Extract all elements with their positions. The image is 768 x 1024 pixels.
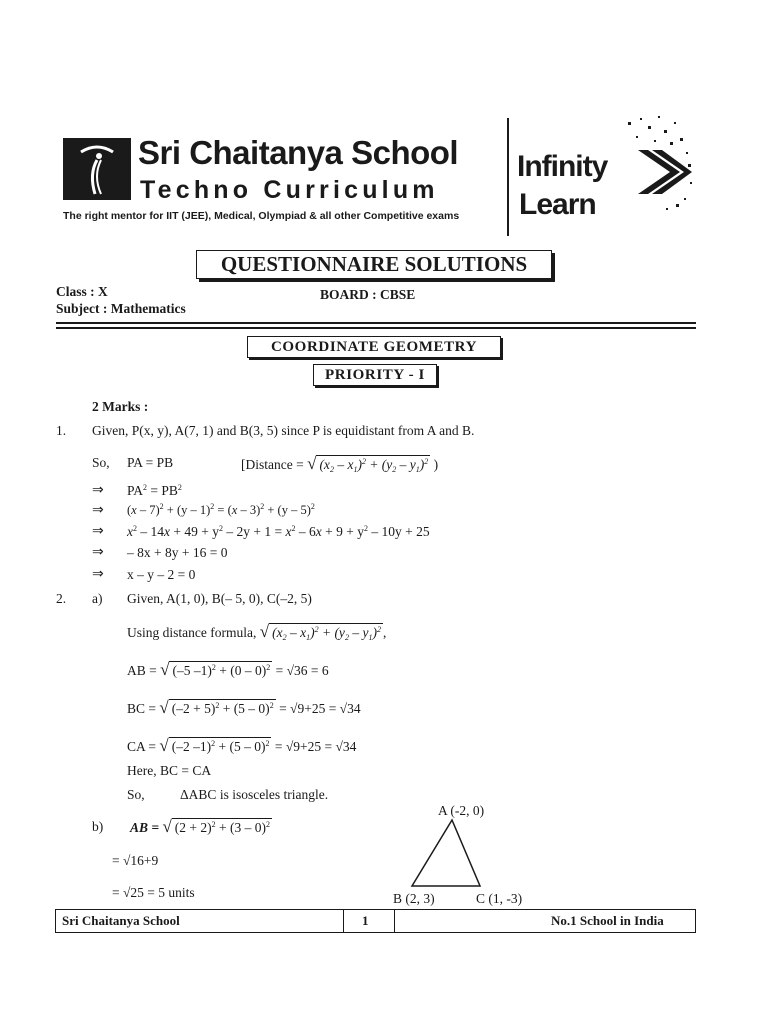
triangle-vertex-b: B (2, 3) <box>393 891 435 906</box>
logo-figure-icon <box>63 138 131 200</box>
bc-label: BC = <box>127 701 156 716</box>
brand-title: Sri Chaitanya School <box>138 134 459 171</box>
triangle-vertex-c: C (1, -3) <box>476 891 523 906</box>
q1-step1: $PA^2 = PB^2$ <box>127 483 182 498</box>
q1-step5: x – y – 2 = 0 <box>127 567 196 582</box>
ab-label: AB = <box>127 663 157 678</box>
q2-using-formula: Using distance formula, √ $(x_2 - x_1)^2 + (y_2 - y_1)^2$ , <box>127 622 387 642</box>
class-label: Class : X <box>56 284 108 299</box>
q1-distance-formula: [Distance = √ $(x_2 - x_1)^2 + (y_2 - y_1)^2$ ) <box>241 454 439 474</box>
q1-given: Given, P(x, y), A(7, 1) and B(3, 5) since P is equidistant from A and B. <box>92 423 475 438</box>
brand-tagline: The right mentor for IIT (JEE), Medical, Olympiad & all other Competitive exams <box>63 210 460 222</box>
triangle-shape <box>412 820 480 886</box>
q2-ab: AB = √ (–5 –1)$^2$ + (0 – 0)$^2$ = √36 = 6 <box>127 660 329 679</box>
page-footer <box>55 909 696 933</box>
priority-label: PRIORITY - I <box>313 364 437 386</box>
q2-given: Given, A(1, 0), B(– 5, 0), C(–2, 5) <box>127 591 312 606</box>
b-ab-label: AB = <box>130 820 160 835</box>
marks-heading: 2 Marks : <box>92 399 149 414</box>
header-rule-bottom <box>56 327 696 329</box>
header-rule-top <box>56 322 696 324</box>
q2-part-b-label: b) <box>92 819 104 834</box>
q1-so: So, <box>92 455 110 470</box>
q2-b-ab: AB = √ $(2 + 2)^2 + (3 - 0)^2$ <box>130 817 271 836</box>
q2-here: Here, BC = CA <box>127 763 212 778</box>
q1-step4: – 8x + 8y + 16 = 0 <box>127 545 228 560</box>
implies-icon: ⇒ <box>92 503 104 518</box>
ca-result: = √9+25 = √34 <box>274 739 357 754</box>
ca-label: CA = <box>127 739 156 754</box>
implies-icon: ⇒ <box>92 567 104 582</box>
q2-bc: BC = √ $(-2 + 5)^2 + (5 - 0)^2 = √9+25 = √34$ <box>127 698 361 717</box>
school-logo <box>63 138 131 200</box>
ab-result: = √36 = 6 <box>275 663 329 678</box>
board-label: BOARD : CBSE <box>320 287 416 302</box>
q2-b-step2: = √25 = 5 units <box>112 885 195 900</box>
header-divider <box>507 118 509 236</box>
q1-eq0: PA = PB <box>127 455 174 470</box>
q2-ca: CA = √ (–2 –1)$^2$ + (5 – 0)$^2$ = √9+25 = √34 <box>127 736 357 755</box>
footer-divider <box>394 910 395 932</box>
using-label: Using distance formula, <box>127 625 257 640</box>
footer-slogan: No.1 School in India <box>551 913 664 928</box>
implies-icon: ⇒ <box>92 483 104 498</box>
partner-chevron-icon <box>618 112 696 222</box>
q2-conclusion: ΔABC is isosceles triangle. <box>180 787 329 802</box>
triangle-figure <box>400 818 500 890</box>
triangle-vertex-a: A (-2, 0) <box>438 803 485 818</box>
q2-part-a-label: a) <box>92 591 103 606</box>
q1-step3: $x^2 - 14x + 49 + y^2 - 2y + 1 = x^2 - 6x + 9 + y^2 - 10y + 25$ <box>127 524 430 539</box>
q1-number: 1. <box>56 423 67 438</box>
footer-page-number: 1 <box>362 913 369 928</box>
document-title: QUESTIONNAIRE SOLUTIONS <box>196 250 552 279</box>
chapter-title: COORDINATE GEOMETRY <box>247 336 501 358</box>
partner-logo-line2: Learn <box>519 188 596 221</box>
bc-result: = √9+25 = √34 <box>279 701 361 716</box>
footer-school: Sri Chaitanya School <box>62 913 180 928</box>
brand-subtitle: Techno Curriculum <box>140 176 439 204</box>
implies-icon: ⇒ <box>92 524 104 539</box>
footer-divider <box>343 910 344 932</box>
subject-label: Subject : Mathematics <box>56 301 186 316</box>
q2-so: So, <box>127 787 145 802</box>
distance-label: [Distance = <box>241 457 304 472</box>
q2-b-step1: = √16+9 <box>112 853 159 868</box>
q2-number: 2. <box>56 591 67 606</box>
q1-step2: (x – 7)$^2$ + (y – 1)$^2$ = (x – 3)$^2$ + (y – 5)$^2$ <box>127 502 315 517</box>
partner-logo-line1: Infinity <box>517 150 608 183</box>
implies-icon: ⇒ <box>92 545 104 560</box>
